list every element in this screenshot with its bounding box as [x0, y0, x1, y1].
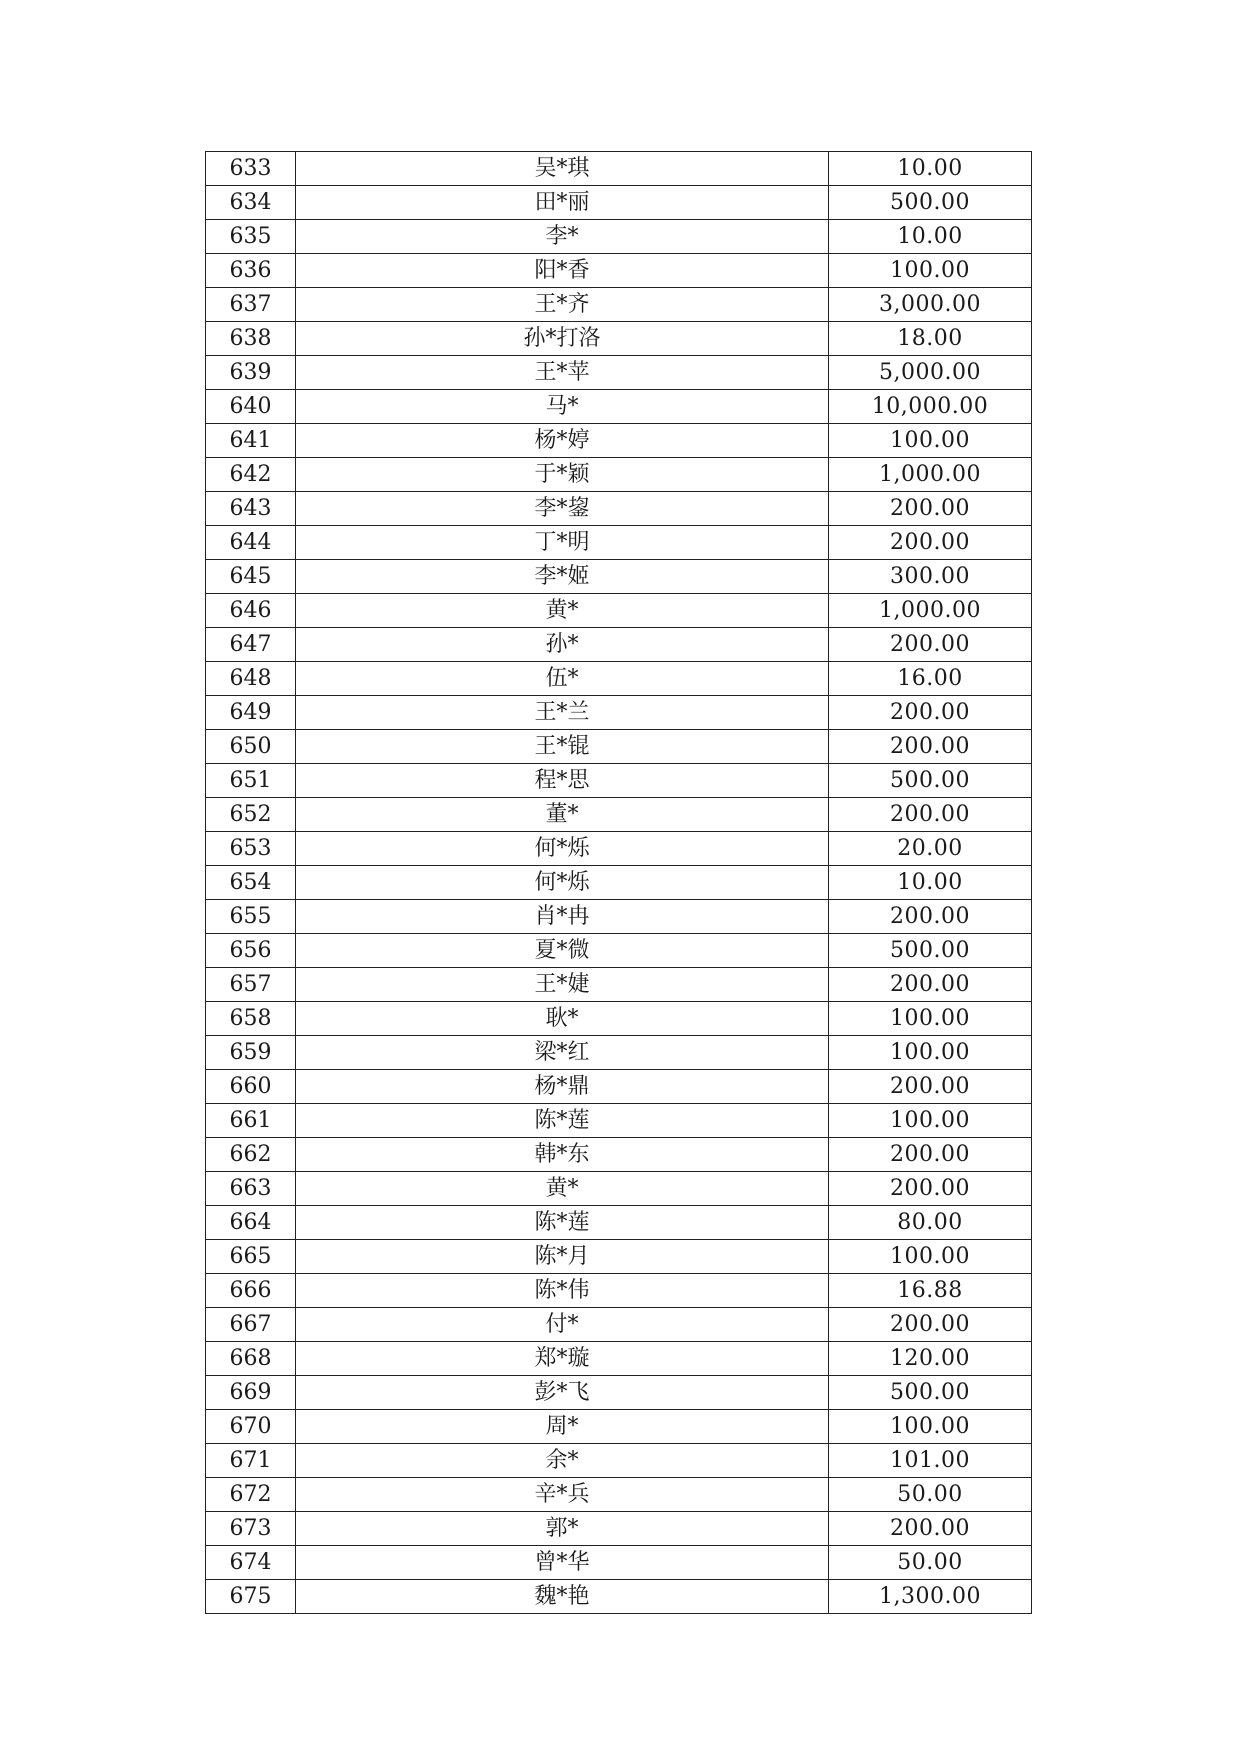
- table-row: [206, 764, 1032, 798]
- serial-number-cell: 660: [206, 1070, 296, 1104]
- donation-amount-cell: 500.00: [829, 1376, 1032, 1410]
- donor-name-cell: 李*鋆: [296, 492, 829, 526]
- serial-number-cell: 667: [206, 1308, 296, 1342]
- donation-amount-cell: 10,000.00: [829, 390, 1032, 424]
- serial-number-cell: 662: [206, 1138, 296, 1172]
- donation-amount-cell: 120.00: [829, 1342, 1032, 1376]
- donation-amount-cell: 16.88: [829, 1274, 1032, 1308]
- serial-number-cell: 670: [206, 1410, 296, 1444]
- donor-name-cell: 李*: [296, 220, 829, 254]
- serial-number-cell: 642: [206, 458, 296, 492]
- serial-number-cell: 673: [206, 1512, 296, 1546]
- donor-name-cell: 孙*打洛: [296, 322, 829, 356]
- table-row: [206, 458, 1032, 492]
- table-row: [206, 356, 1032, 390]
- donation-amount-cell: 200.00: [829, 696, 1032, 730]
- donor-name-cell: 李*姬: [296, 560, 829, 594]
- table-row: [206, 1512, 1032, 1546]
- donor-name-cell: 郭*: [296, 1512, 829, 1546]
- donation-amount-cell: 200.00: [829, 1172, 1032, 1206]
- serial-number-cell: 657: [206, 968, 296, 1002]
- table-row: [206, 424, 1032, 458]
- serial-number-cell: 669: [206, 1376, 296, 1410]
- donation-amount-cell: 100.00: [829, 1002, 1032, 1036]
- table-row: [206, 1002, 1032, 1036]
- table-row: [206, 1206, 1032, 1240]
- serial-number-cell: 647: [206, 628, 296, 662]
- table-row: [206, 152, 1032, 186]
- table-row: [206, 526, 1032, 560]
- table-row: [206, 696, 1032, 730]
- donor-name-cell: 魏*艳: [296, 1580, 829, 1614]
- serial-number-cell: 668: [206, 1342, 296, 1376]
- donor-name-cell: 王*齐: [296, 288, 829, 322]
- serial-number-cell: 638: [206, 322, 296, 356]
- donation-amount-cell: 200.00: [829, 1308, 1032, 1342]
- donation-amount-cell: 10.00: [829, 866, 1032, 900]
- table-row: [206, 1308, 1032, 1342]
- donor-name-cell: 曾*华: [296, 1546, 829, 1580]
- table-row: [206, 968, 1032, 1002]
- donor-name-cell: 丁*明: [296, 526, 829, 560]
- serial-number-cell: 636: [206, 254, 296, 288]
- serial-number-cell: 645: [206, 560, 296, 594]
- serial-number-cell: 651: [206, 764, 296, 798]
- table-row: [206, 254, 1032, 288]
- donation-amount-cell: 200.00: [829, 526, 1032, 560]
- serial-number-cell: 654: [206, 866, 296, 900]
- table-row: [206, 1172, 1032, 1206]
- donor-name-cell: 于*颖: [296, 458, 829, 492]
- donor-name-cell: 王*婕: [296, 968, 829, 1002]
- donation-amount-cell: 200.00: [829, 1070, 1032, 1104]
- donor-name-cell: 何*烁: [296, 832, 829, 866]
- donation-amount-cell: 100.00: [829, 254, 1032, 288]
- donor-name-cell: 杨*鼎: [296, 1070, 829, 1104]
- table-row: [206, 186, 1032, 220]
- donor-name-cell: 程*思: [296, 764, 829, 798]
- serial-number-cell: 653: [206, 832, 296, 866]
- serial-number-cell: 674: [206, 1546, 296, 1580]
- serial-number-cell: 639: [206, 356, 296, 390]
- serial-number-cell: 665: [206, 1240, 296, 1274]
- donation-amount-cell: 101.00: [829, 1444, 1032, 1478]
- donation-amount-cell: 10.00: [829, 152, 1032, 186]
- donation-amount-cell: 100.00: [829, 1104, 1032, 1138]
- donor-name-cell: 郑*璇: [296, 1342, 829, 1376]
- table-row: [206, 934, 1032, 968]
- table-row: [206, 594, 1032, 628]
- donation-amount-cell: 100.00: [829, 424, 1032, 458]
- donor-name-cell: 阳*香: [296, 254, 829, 288]
- donor-name-cell: 周*: [296, 1410, 829, 1444]
- table-row: [206, 866, 1032, 900]
- donor-name-cell: 董*: [296, 798, 829, 832]
- donation-amount-cell: 20.00: [829, 832, 1032, 866]
- table-row: [206, 390, 1032, 424]
- donation-amount-cell: 1,000.00: [829, 594, 1032, 628]
- table-row: [206, 1478, 1032, 1512]
- donation-amount-cell: 16.00: [829, 662, 1032, 696]
- donor-name-cell: 韩*东: [296, 1138, 829, 1172]
- serial-number-cell: 633: [206, 152, 296, 186]
- donor-name-cell: 王*锟: [296, 730, 829, 764]
- table-row: [206, 1104, 1032, 1138]
- serial-number-cell: 637: [206, 288, 296, 322]
- donation-amount-cell: 80.00: [829, 1206, 1032, 1240]
- table-row: [206, 322, 1032, 356]
- table-row: [206, 1342, 1032, 1376]
- donation-amount-cell: 100.00: [829, 1036, 1032, 1070]
- table-row: [206, 560, 1032, 594]
- table-row: [206, 900, 1032, 934]
- donation-amount-cell: 10.00: [829, 220, 1032, 254]
- table-row: [206, 220, 1032, 254]
- table-row: [206, 798, 1032, 832]
- table-row: [206, 1376, 1032, 1410]
- serial-number-cell: 648: [206, 662, 296, 696]
- donor-name-cell: 夏*微: [296, 934, 829, 968]
- serial-number-cell: 649: [206, 696, 296, 730]
- serial-number-cell: 671: [206, 1444, 296, 1478]
- donation-amount-cell: 3,000.00: [829, 288, 1032, 322]
- donation-amount-cell: 18.00: [829, 322, 1032, 356]
- donation-amount-cell: 100.00: [829, 1410, 1032, 1444]
- serial-number-cell: 634: [206, 186, 296, 220]
- donor-name-cell: 付*: [296, 1308, 829, 1342]
- donor-name-cell: 陈*莲: [296, 1206, 829, 1240]
- table-row: [206, 1036, 1032, 1070]
- donation-amount-cell: 300.00: [829, 560, 1032, 594]
- donor-name-cell: 陈*伟: [296, 1274, 829, 1308]
- donation-amount-cell: 200.00: [829, 492, 1032, 526]
- donor-name-cell: 黄*: [296, 1172, 829, 1206]
- donation-amount-cell: 500.00: [829, 764, 1032, 798]
- table-row: [206, 832, 1032, 866]
- table-row: [206, 1240, 1032, 1274]
- donation-amount-cell: 200.00: [829, 900, 1032, 934]
- donor-name-cell: 杨*婷: [296, 424, 829, 458]
- donor-name-cell: 田*丽: [296, 186, 829, 220]
- donor-name-cell: 马*: [296, 390, 829, 424]
- table-row: [206, 288, 1032, 322]
- donor-name-cell: 伍*: [296, 662, 829, 696]
- donor-name-cell: 王*苹: [296, 356, 829, 390]
- serial-number-cell: 652: [206, 798, 296, 832]
- donation-amount-cell: 500.00: [829, 934, 1032, 968]
- serial-number-cell: 650: [206, 730, 296, 764]
- donation-amount-cell: 200.00: [829, 968, 1032, 1002]
- donor-name-cell: 辛*兵: [296, 1478, 829, 1512]
- table-row: [206, 1070, 1032, 1104]
- serial-number-cell: 635: [206, 220, 296, 254]
- donor-name-cell: 余*: [296, 1444, 829, 1478]
- serial-number-cell: 664: [206, 1206, 296, 1240]
- serial-number-cell: 663: [206, 1172, 296, 1206]
- table-row: [206, 730, 1032, 764]
- table-row: [206, 662, 1032, 696]
- donor-name-cell: 梁*红: [296, 1036, 829, 1070]
- serial-number-cell: 659: [206, 1036, 296, 1070]
- table-row: [206, 1138, 1032, 1172]
- serial-number-cell: 658: [206, 1002, 296, 1036]
- serial-number-cell: 675: [206, 1580, 296, 1614]
- donation-amount-cell: 100.00: [829, 1240, 1032, 1274]
- table-row: [206, 1546, 1032, 1580]
- serial-number-cell: 643: [206, 492, 296, 526]
- table-row: [206, 1274, 1032, 1308]
- donation-amount-cell: 200.00: [829, 1512, 1032, 1546]
- donor-name-cell: 陈*莲: [296, 1104, 829, 1138]
- donation-amount-cell: 200.00: [829, 730, 1032, 764]
- serial-number-cell: 672: [206, 1478, 296, 1512]
- serial-number-cell: 656: [206, 934, 296, 968]
- donation-amount-cell: 1,000.00: [829, 458, 1032, 492]
- donation-table-body: [206, 152, 1032, 1614]
- donation-amount-cell: 500.00: [829, 186, 1032, 220]
- donor-name-cell: 何*烁: [296, 866, 829, 900]
- table-row: [206, 492, 1032, 526]
- table-row: [206, 628, 1032, 662]
- serial-number-cell: 644: [206, 526, 296, 560]
- table-row: [206, 1410, 1032, 1444]
- donation-amount-cell: 5,000.00: [829, 356, 1032, 390]
- serial-number-cell: 641: [206, 424, 296, 458]
- donation-amount-cell: 50.00: [829, 1546, 1032, 1580]
- table-row: [206, 1580, 1032, 1614]
- serial-number-cell: 655: [206, 900, 296, 934]
- table-row: [206, 1444, 1032, 1478]
- donor-name-cell: 王*兰: [296, 696, 829, 730]
- donor-name-cell: 黄*: [296, 594, 829, 628]
- donation-amount-cell: 200.00: [829, 798, 1032, 832]
- donation-table: [205, 151, 1032, 1614]
- donation-amount-cell: 200.00: [829, 1138, 1032, 1172]
- donation-amount-cell: 50.00: [829, 1478, 1032, 1512]
- donation-amount-cell: 1,300.00: [829, 1580, 1032, 1614]
- serial-number-cell: 640: [206, 390, 296, 424]
- serial-number-cell: 646: [206, 594, 296, 628]
- donation-amount-cell: 200.00: [829, 628, 1032, 662]
- donor-name-cell: 孙*: [296, 628, 829, 662]
- donor-name-cell: 肖*冉: [296, 900, 829, 934]
- donor-name-cell: 陈*月: [296, 1240, 829, 1274]
- donor-name-cell: 彭*飞: [296, 1376, 829, 1410]
- serial-number-cell: 661: [206, 1104, 296, 1138]
- donor-name-cell: 耿*: [296, 1002, 829, 1036]
- donor-name-cell: 吴*琪: [296, 152, 829, 186]
- serial-number-cell: 666: [206, 1274, 296, 1308]
